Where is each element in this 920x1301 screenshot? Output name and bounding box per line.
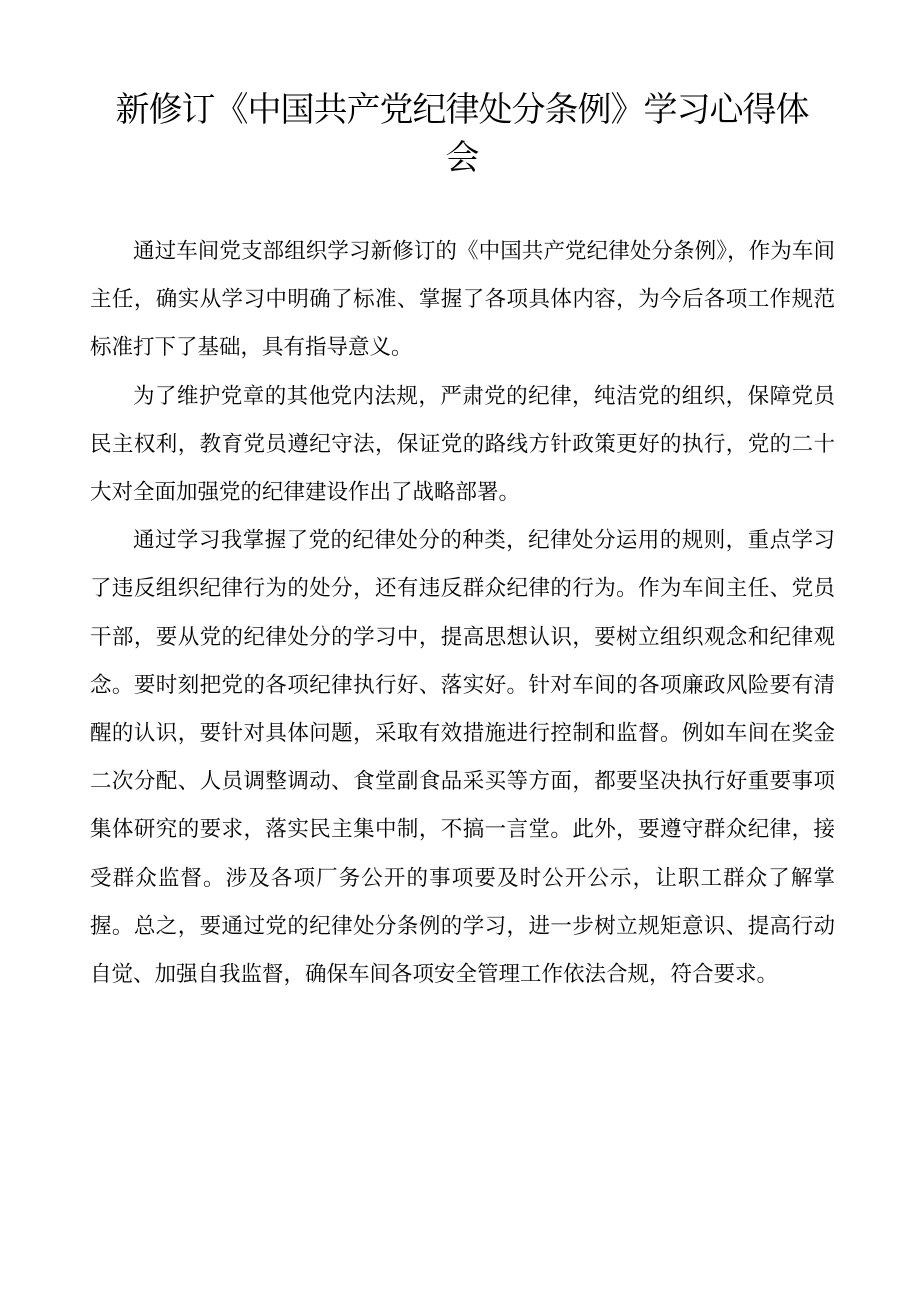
paragraph-2: 为了维护党章的其他党内法规，严肃党的纪律，纯洁党的组织，保障党员民主权利，教育党员遵纪守法，保证党的路线方针政策更好的执行，党的二十大对全面加强党的纪律建设作出了战略部署。: [90, 383, 835, 506]
paragraph-1: 通过车间党支部组织学习新修订的《中国共产党纪律处分条例》，作为车间主任，确实从学习中明确了标准、掌握了各项具体内容，为今后各项工作规范标准打下了基础，具有指导意义。: [90, 239, 835, 361]
document-body: [90, 228, 835, 999]
paragraph-3: 通过学习我掌握了党的纪律处分的种类，纪律处分运用的规则，重点学习了违反组织纪律行为的处分，还有违反群众纪律的行为。作为车间主任、党员干部，要从党的纪律处分的学习中，提高思想认识，要树立组织观念和纪律观念。要时刻把党的各项纪律执行好、落实好。针对车间的各项廉政风险要有清醒的认识，要针对具体问题，采取有效措施进行控制和监督。例如车间在奖金二次分配、人员调整调动、食堂副食品采买等方面，都要坚决执行好重要事项集体研究的要求，落实民主集中制，不搞一言堂。此外，要遵守群众纪律，接受群众监督。涉及各项厂务公开的事项要及时公开公示，让职工群众了解掌握。总之，要通过党的纪律处分条例的学习，进一步树立规矩意识、提高行动自觉、加强自我监督，确保车间各项安全管理工作依法合规，符合要求。: [90, 528, 835, 988]
document-title: 新修订《中国共产党纪律处分条例》学习心得体会: [115, 90, 809, 178]
